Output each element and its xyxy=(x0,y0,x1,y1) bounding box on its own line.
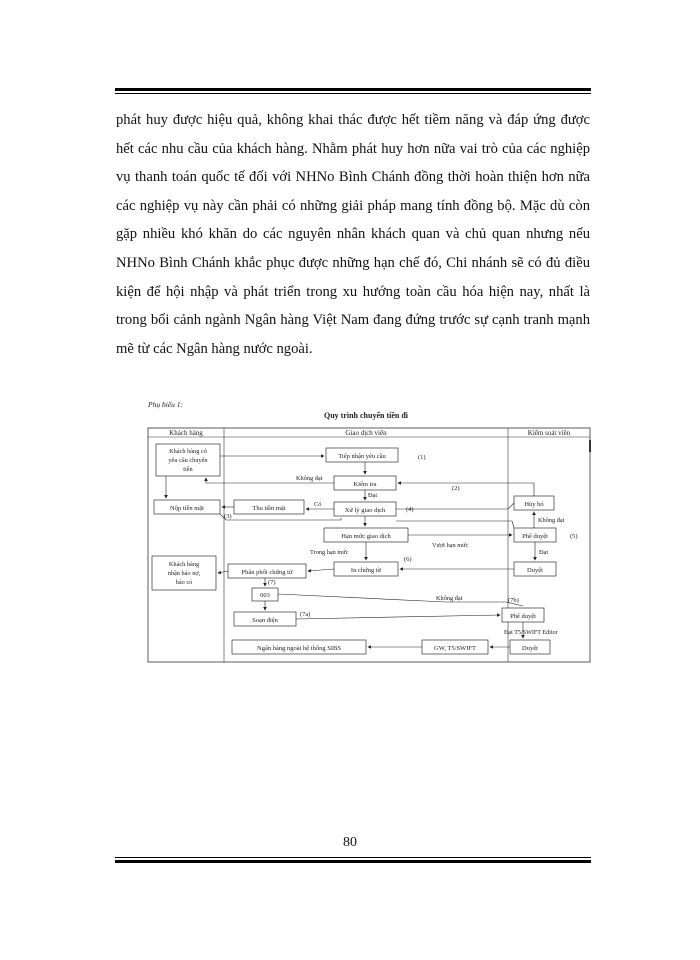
box-text: tiền xyxy=(183,466,193,473)
box-text: Phê duyệt xyxy=(510,613,536,620)
connector xyxy=(220,514,341,520)
label-yes: Có xyxy=(314,501,322,508)
column-header-customer: Khách hàng xyxy=(169,429,203,437)
label-not-ok-2: Không đạt xyxy=(538,517,565,524)
box-text: nhận báo nợ, xyxy=(167,570,201,577)
step-7a: (7a) xyxy=(300,611,311,618)
label-ok-2: Đạt xyxy=(539,549,549,556)
header-rule xyxy=(115,88,591,91)
box-text: Duyệt xyxy=(522,645,538,652)
box-text: Thu tiền mặt xyxy=(252,505,286,512)
label-over-limit: Vượt hạn mức xyxy=(432,542,469,549)
step-5: (5) xyxy=(570,533,578,540)
step-3: (3) xyxy=(224,513,232,520)
box-text: Duyệt xyxy=(527,567,543,574)
box-text: Phê duyệt xyxy=(522,533,548,540)
label-not-ok: Không đạt xyxy=(296,475,323,482)
label-within-limit: Trong hạn mức xyxy=(310,549,349,556)
box-text: Hủy bỏ xyxy=(524,501,544,508)
footer-rule-thin xyxy=(115,857,591,858)
step-6: (6) xyxy=(404,556,412,563)
label-ok: Đạt xyxy=(368,492,378,499)
connector xyxy=(218,571,228,573)
box-text: In chứng từ xyxy=(350,567,382,574)
appendix-label: Phụ biểu 1: xyxy=(148,400,183,409)
label-ok-swift: Đạt T5/SWIFT Editor xyxy=(504,630,558,636)
label-not-ok-3: Không đạt xyxy=(436,595,463,602)
connector xyxy=(296,615,500,619)
connector xyxy=(308,569,334,571)
header-rule-thin xyxy=(115,93,591,94)
box-text: GW, T5/SWIFT xyxy=(434,645,476,652)
connector xyxy=(398,483,534,496)
step-1: (1) xyxy=(418,454,426,461)
box-text: Khách hàng xyxy=(168,561,200,568)
body-paragraph: phát huy được hiệu quả, không khai thác được hết tiềm năng và đáp ứng được hết các nhu cầu của khách hàng. Nhằm phát huy hơn nữa vai trò của các nghiệp vụ thanh toán quốc tế đối với NHNo Bình Chánh đồng thời hoàn thiện hơn nữa các nghiệp vụ này cần phải có những giải pháp mang tính đồng bộ. Mặc dù còn gặp nhiều khó khăn do các nguyên nhân khách quan và chủ quan nhưng nếu NHNo Bình Chánh khắc phục được những hạn chế đó, Chi nhánh sẽ có đủ điều kiện để hội nhập và phát triển trong xu hướng toàn cầu hóa hiện nay, nhất là trong bối cảnh ngành Ngân hàng Việt Nam đang đứng trước sự cạnh tranh mạnh mẽ từ các Ngân hàng nước ngoài. xyxy=(116,112,590,357)
column-header-controller: Kiểm soát viên xyxy=(527,429,571,437)
box-text: Khách hàng có xyxy=(169,448,207,455)
box-text: Phân phối chứng từ xyxy=(241,569,293,576)
box-text: Kiểm tra xyxy=(353,481,377,488)
box-text: Xử lý giao dịch xyxy=(344,507,386,514)
step-2: (2) xyxy=(452,485,460,492)
page-number: 80 xyxy=(343,835,357,850)
box-text: Soạn điện xyxy=(252,617,278,624)
step-7: (7) xyxy=(268,579,276,586)
box-text: Nộp tiền mặt xyxy=(170,505,204,512)
box-text: 003 xyxy=(260,592,270,599)
flowchart-figure xyxy=(146,396,596,664)
box-text: báo có xyxy=(175,579,193,586)
step-7b: (7b) xyxy=(508,597,519,604)
box-text: yêu cầu chuyển xyxy=(168,457,208,464)
connector xyxy=(278,594,523,606)
figure-title: Quy trình chuyển tiền đi xyxy=(323,411,409,420)
box-text: Ngân hàng ngoài hệ thống SIBS xyxy=(257,645,341,652)
connector xyxy=(396,521,514,528)
column-header-teller: Giao dịch viên xyxy=(345,429,387,437)
step-4: (4) xyxy=(406,506,414,513)
connector xyxy=(396,503,514,509)
box-text: Hạn mức giao dịch xyxy=(341,533,391,540)
footer-rule xyxy=(115,860,591,863)
box-text: Tiếp nhận yêu cầu xyxy=(338,453,386,460)
